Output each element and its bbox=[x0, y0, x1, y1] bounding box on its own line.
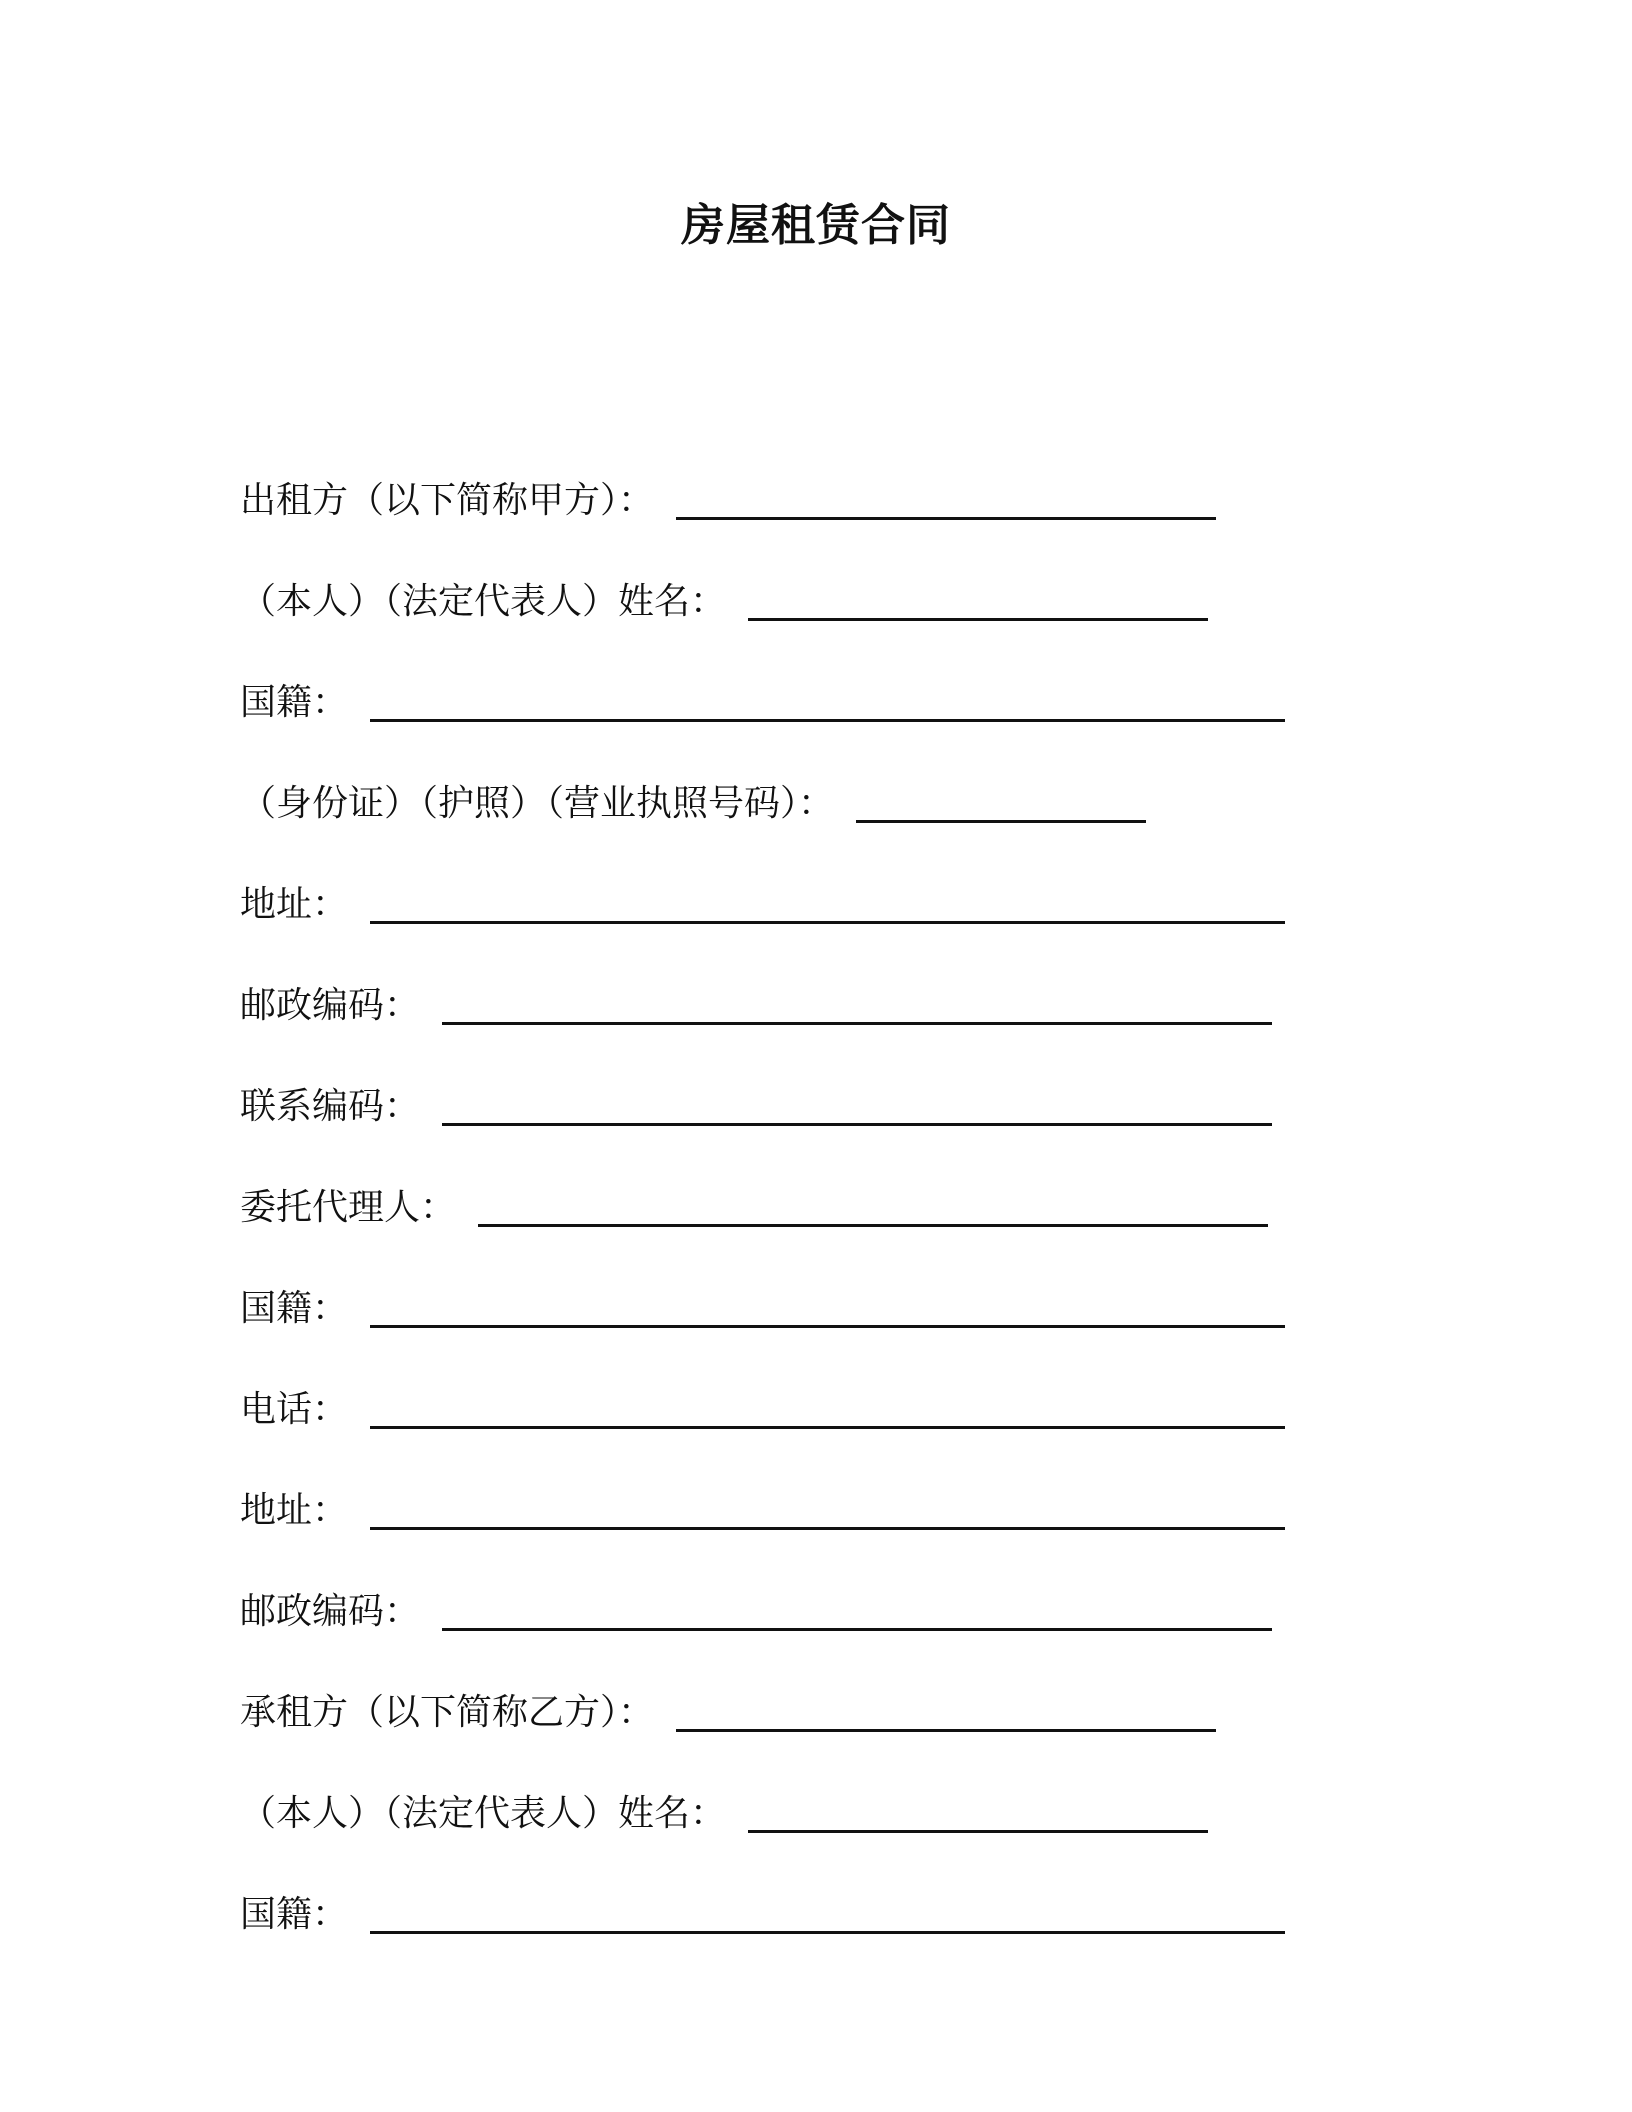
field-lessor-nationality bbox=[240, 627, 1400, 728]
field-agent-nationality bbox=[240, 1233, 1400, 1334]
fill-in-blank[interactable] bbox=[370, 1489, 1285, 1530]
field-lessor-contact bbox=[240, 1031, 1400, 1132]
field-agent-phone bbox=[240, 1334, 1400, 1435]
field-lessor-postcode bbox=[240, 930, 1400, 1031]
fill-in-blank[interactable] bbox=[676, 479, 1216, 520]
fill-in-blank[interactable] bbox=[748, 580, 1208, 621]
field-lessor-name bbox=[240, 526, 1400, 627]
document-title: 房屋租赁合同 bbox=[681, 200, 951, 251]
field-label: 地址： bbox=[240, 884, 349, 925]
field-agent bbox=[240, 1132, 1400, 1233]
fill-in-blank[interactable] bbox=[676, 1691, 1216, 1732]
party-field-list bbox=[240, 425, 1400, 1940]
fill-in-blank[interactable] bbox=[370, 1287, 1285, 1328]
fill-in-blank[interactable] bbox=[370, 681, 1285, 722]
fill-in-blank[interactable] bbox=[442, 1085, 1272, 1126]
field-label: 邮政编码： bbox=[240, 1591, 421, 1632]
field-label: 国籍： bbox=[240, 682, 349, 723]
field-lessor-id bbox=[240, 728, 1400, 829]
fill-in-blank[interactable] bbox=[442, 1590, 1272, 1631]
field-label: 邮政编码： bbox=[240, 985, 421, 1026]
field-label: 地址： bbox=[240, 1490, 349, 1531]
field-label: 出租方（以下简称甲方）： bbox=[240, 480, 655, 521]
field-agent-address bbox=[240, 1435, 1400, 1536]
field-label: 国籍： bbox=[240, 1894, 349, 1935]
fill-in-blank[interactable] bbox=[748, 1792, 1208, 1833]
field-label: （身份证）（护照）（营业执照号码）： bbox=[240, 783, 835, 824]
fill-in-blank[interactable] bbox=[370, 1388, 1285, 1429]
field-lessor-address bbox=[240, 829, 1400, 930]
field-label: （本人）（法定代表人）姓名： bbox=[240, 1793, 727, 1834]
field-agent-postcode bbox=[240, 1536, 1400, 1637]
field-label: （本人）（法定代表人）姓名： bbox=[240, 581, 727, 622]
field-lessee-nationality bbox=[240, 1839, 1400, 1940]
field-label: 联系编码： bbox=[240, 1086, 421, 1127]
field-lessee-name bbox=[240, 1738, 1400, 1839]
fill-in-blank[interactable] bbox=[856, 782, 1146, 823]
fill-in-blank[interactable] bbox=[370, 883, 1285, 924]
field-label: 国籍： bbox=[240, 1288, 349, 1329]
field-label: 委托代理人： bbox=[240, 1187, 457, 1228]
fill-in-blank[interactable] bbox=[370, 1893, 1285, 1934]
field-label: 承租方（以下简称乙方）： bbox=[240, 1692, 655, 1733]
field-lessee bbox=[240, 1637, 1400, 1738]
fill-in-blank[interactable] bbox=[478, 1186, 1268, 1227]
field-label: 电话： bbox=[240, 1389, 349, 1430]
fill-in-blank[interactable] bbox=[442, 984, 1272, 1025]
field-lessor bbox=[240, 425, 1400, 526]
